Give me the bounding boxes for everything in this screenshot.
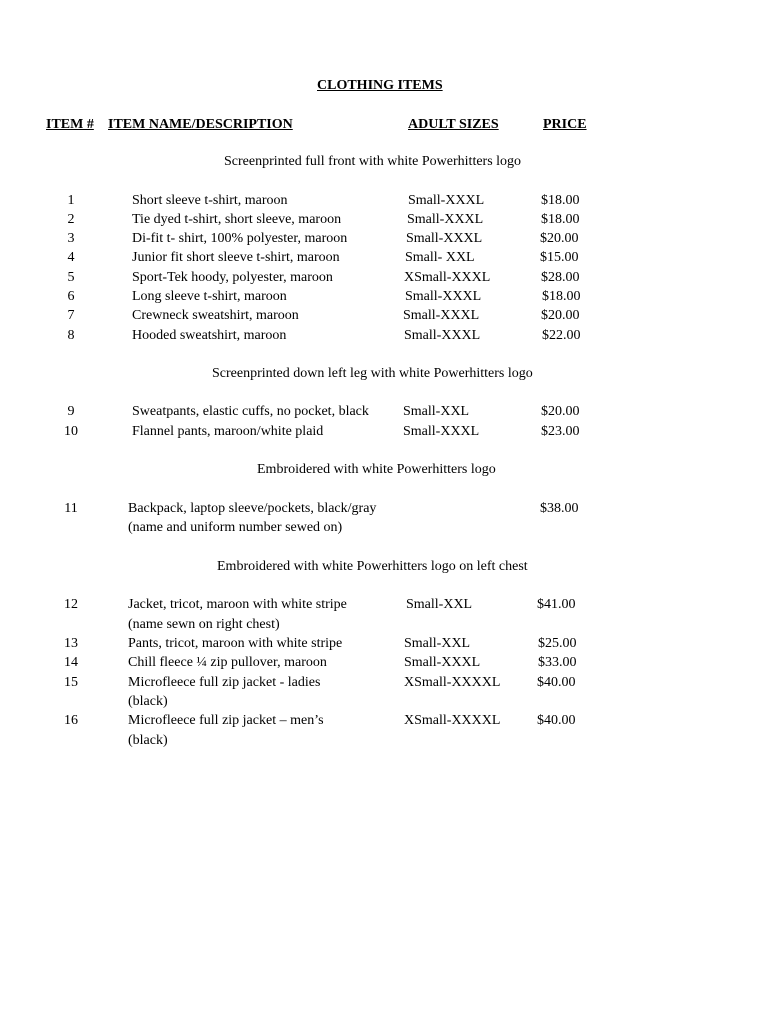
item-price: $40.00 [537, 713, 576, 728]
item-description: Crewneck sweatshirt, maroon [132, 308, 299, 323]
item-description-note: (name and uniform number sewed on) [128, 520, 343, 535]
item-price: $28.00 [541, 270, 580, 285]
item-description-note: (name sewn on right chest) [128, 617, 280, 632]
item-number: 10 [64, 424, 78, 439]
item-price: $20.00 [541, 308, 580, 323]
item-description: Chill fleece ¼ zip pullover, maroon [128, 655, 327, 670]
item-number: 4 [67, 250, 75, 265]
item-description: Microfleece full zip jacket - ladies [128, 675, 321, 690]
item-description-note: (black) [128, 694, 168, 709]
item-sizes: Small-XXXL [403, 308, 480, 323]
item-price: $18.00 [541, 212, 580, 227]
header-item-number: ITEM # [46, 117, 94, 132]
item-sizes: Small-XXXL [404, 655, 481, 670]
item-number: 14 [64, 655, 78, 670]
item-sizes: Small-XXXL [406, 231, 483, 246]
item-number: 8 [67, 328, 75, 343]
item-description: Tie dyed t-shirt, short sleeve, maroon [132, 212, 342, 227]
section-heading: Embroidered with white Powerhitters logo [257, 462, 496, 477]
item-description: Junior fit short sleeve t-shirt, maroon [132, 250, 340, 265]
item-price: $40.00 [537, 675, 576, 690]
item-description-note: (black) [128, 733, 168, 748]
item-price: $18.00 [542, 289, 581, 304]
item-sizes: Small-XXXL [408, 193, 485, 208]
item-price: $38.00 [540, 501, 579, 516]
document-title: CLOTHING ITEMS [317, 78, 443, 93]
item-description: Short sleeve t-shirt, maroon [132, 193, 288, 208]
item-number: 6 [67, 289, 75, 304]
item-price: $25.00 [538, 636, 577, 651]
item-description: Jacket, tricot, maroon with white stripe [128, 597, 347, 612]
item-number: 13 [64, 636, 78, 651]
item-number: 15 [64, 675, 78, 690]
item-description: Microfleece full zip jacket – men’s [128, 713, 324, 728]
item-description: Di-fit t- shirt, 100% polyester, maroon [132, 231, 348, 246]
item-description: Backpack, laptop sleeve/pockets, black/gray [128, 501, 377, 516]
item-number: 16 [64, 713, 78, 728]
item-price: $20.00 [541, 404, 580, 419]
item-number: 12 [64, 597, 78, 612]
item-price: $18.00 [541, 193, 580, 208]
item-number: 2 [67, 212, 75, 227]
item-price: $20.00 [540, 231, 579, 246]
item-description: Flannel pants, maroon/white plaid [132, 424, 324, 439]
item-description: Long sleeve t-shirt, maroon [132, 289, 287, 304]
item-sizes: XSmall-XXXL [404, 270, 491, 285]
item-description: Sweatpants, elastic cuffs, no pocket, black [132, 404, 369, 419]
item-sizes: Small-XXL [406, 597, 473, 612]
item-description: Sport-Tek hoody, polyester, maroon [132, 270, 333, 285]
item-number: 3 [67, 231, 75, 246]
item-description: Pants, tricot, maroon with white stripe [128, 636, 343, 651]
item-description: Hooded sweatshirt, maroon [132, 328, 287, 343]
section-heading: Screenprinted full front with white Powerhitters logo [224, 154, 522, 169]
item-sizes: Small-XXXL [403, 424, 480, 439]
item-sizes: Small-XXXL [405, 289, 482, 304]
section-heading: Embroidered with white Powerhitters logo on left chest [217, 559, 528, 574]
item-price: $22.00 [542, 328, 581, 343]
item-price: $41.00 [537, 597, 576, 612]
item-sizes: XSmall-XXXXL [404, 713, 501, 728]
item-number: 9 [67, 404, 75, 419]
item-sizes: Small- XXL [405, 250, 475, 265]
item-sizes: Small-XXXL [404, 328, 481, 343]
item-price: $33.00 [538, 655, 577, 670]
item-number: 5 [67, 270, 75, 285]
item-sizes: Small-XXL [404, 636, 471, 651]
item-price: $15.00 [540, 250, 579, 265]
item-number: 7 [67, 308, 75, 323]
header-item-name: ITEM NAME/DESCRIPTION [108, 117, 293, 132]
item-sizes: Small-XXXL [407, 212, 484, 227]
item-sizes: XSmall-XXXXL [404, 675, 501, 690]
item-sizes: Small-XXL [403, 404, 470, 419]
item-number: 11 [64, 501, 78, 516]
item-price: $23.00 [541, 424, 580, 439]
item-number: 1 [67, 193, 75, 208]
header-adult-sizes: ADULT SIZES [408, 117, 499, 132]
section-heading: Screenprinted down left leg with white Powerhitters logo [212, 366, 533, 381]
header-price: PRICE [543, 117, 587, 132]
